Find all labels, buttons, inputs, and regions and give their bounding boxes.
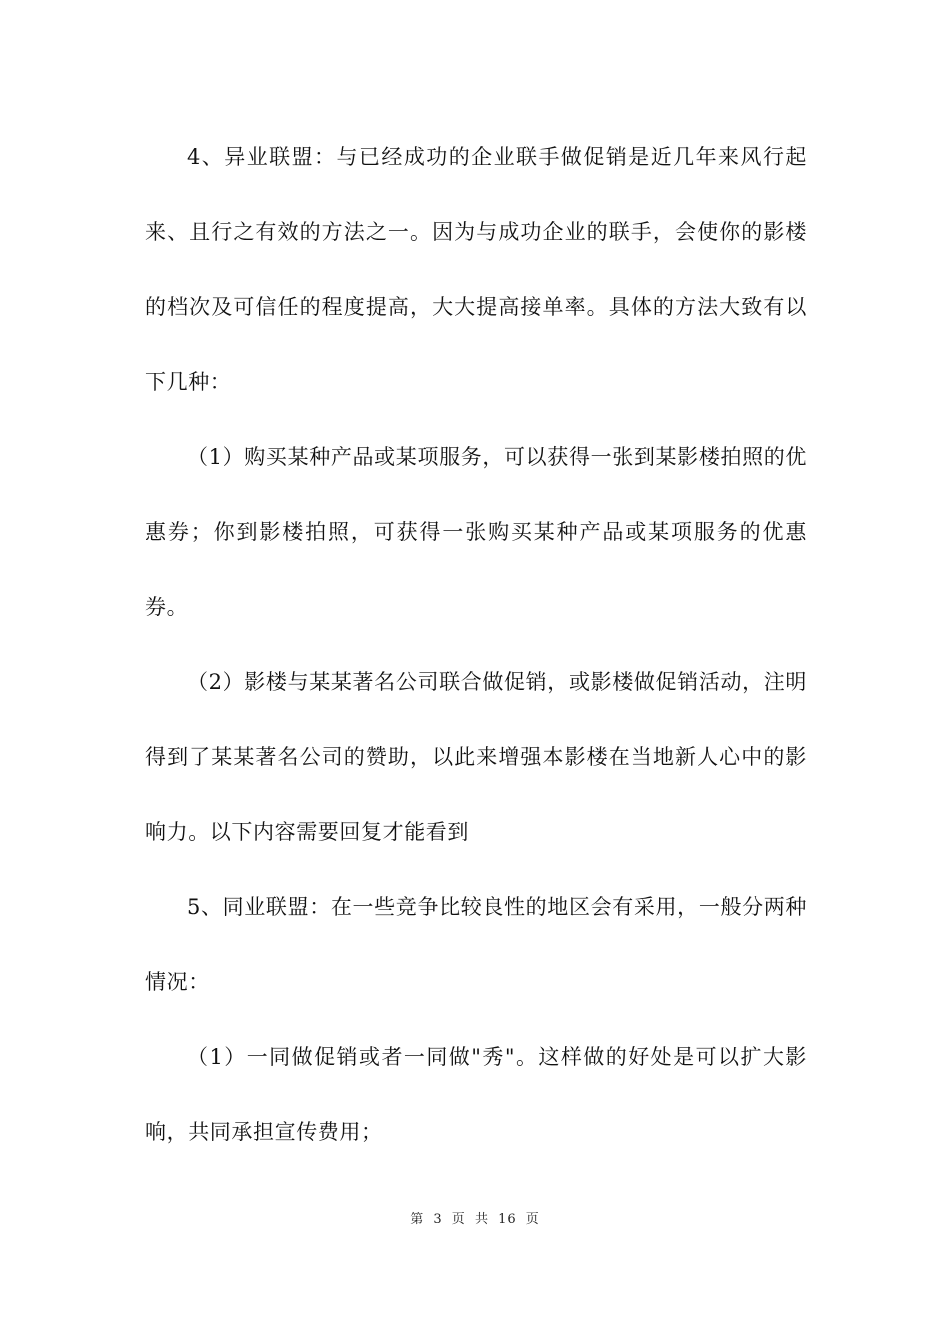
paragraph-item-1-joint-promotion: （1）一同做促销或者一同做"秀"。这样做的好处是可以扩大影响，共同承担宣传费用； — [145, 1045, 807, 1144]
paragraph-heterogeneous-alliance: 4、异业联盟：与已经成功的企业联手做促销是近几年来风行起来、且行之有效的方法之一。因为与成功企业的联手，会使你的影楼的档次及可信任的程度提高，大大提高接单率。具体的方法大致有以下几种： — [145, 145, 807, 394]
footer-suffix: 页 — [525, 1212, 540, 1227]
paragraph-item-2-sponsorship: （2）影楼与某某著名公司联合做促销，或影楼做促销活动，注明得到了某某著名公司的赞助，以此来增强本影楼在当地新人心中的影响力。以下内容需要回复才能看到 — [145, 670, 807, 844]
document-body — [145, 120, 807, 1170]
footer-prefix: 第 — [410, 1212, 425, 1227]
footer-total-pages: 16 — [498, 1212, 517, 1227]
paragraph-item-1-coupon: （1）购买某种产品或某项服务，可以获得一张到某影楼拍照的优惠券；你到影楼拍照，可获得一张购买某种产品或某项服务的优惠券。 — [145, 445, 807, 619]
paragraph-industry-alliance: 5、同业联盟：在一些竞争比较良性的地区会有采用，一般分两种情况： — [145, 895, 807, 994]
page-footer — [0, 1208, 950, 1227]
footer-page-word: 页 — [451, 1212, 466, 1227]
footer-total-word: 共 — [474, 1212, 489, 1227]
footer-current-page: 3 — [433, 1212, 443, 1227]
